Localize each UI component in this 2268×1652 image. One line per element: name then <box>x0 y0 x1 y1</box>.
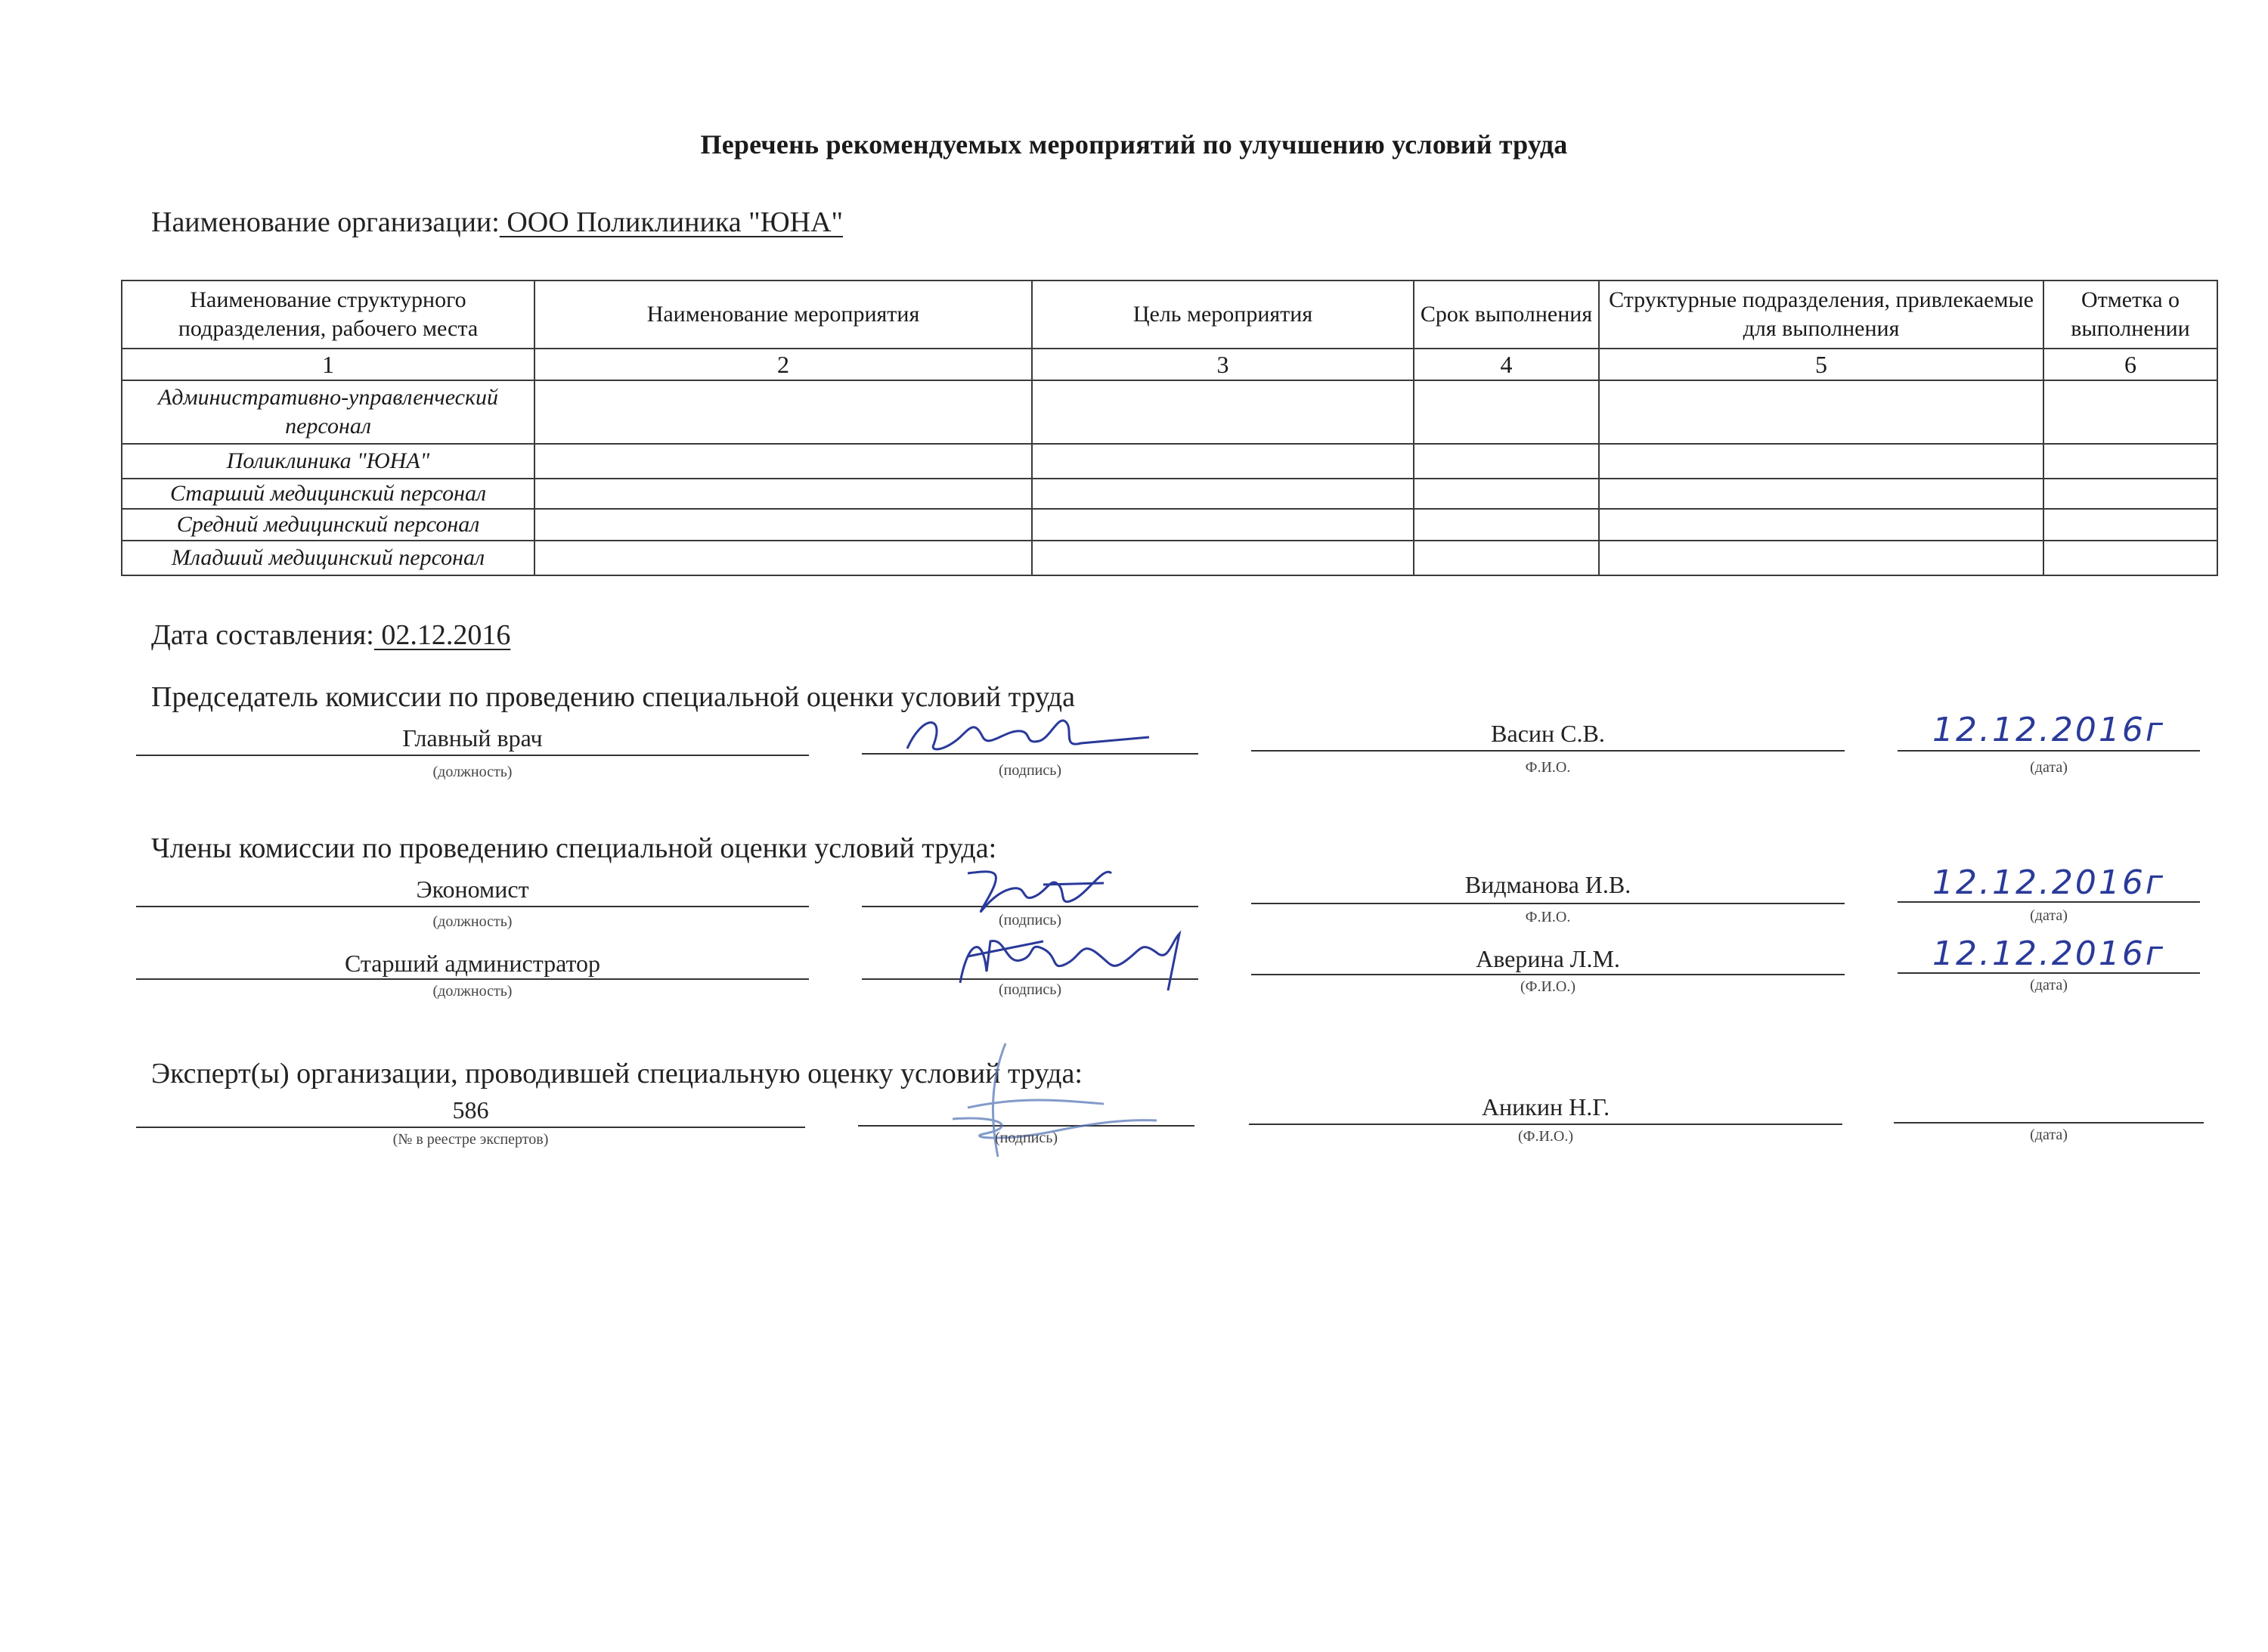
caption-signature: (подпись) <box>998 762 1062 779</box>
table-row <box>122 509 2217 541</box>
header-measure: Наименование мероприятия <box>534 280 1032 349</box>
expert-registry-number: 586 <box>452 1096 489 1124</box>
experts-heading: Эксперт(ы) организации, проводившей специальную оценку условий труда: <box>151 1058 1083 1089</box>
caption-position: (должность) <box>432 983 513 1000</box>
date-compiled-value: 02.12.2016 <box>373 619 511 651</box>
member-position-line <box>136 906 809 907</box>
caption-registry: (№ в реестре экспертов) <box>392 1131 549 1148</box>
member-position-line <box>136 978 809 980</box>
table-number-row <box>122 349 2217 380</box>
organization-value: ООО Поликлиника "ЮНА" <box>499 206 844 238</box>
chairman-name-line <box>1251 750 1845 752</box>
caption-position: (должность) <box>432 764 513 780</box>
table-row <box>122 479 2217 509</box>
table-row <box>122 380 2217 444</box>
header-deadline: Срок выполнения <box>1414 280 1599 349</box>
column-number: 2 <box>534 349 1032 380</box>
row-subdivision: Поликлиника "ЮНА" <box>122 444 534 479</box>
expert-name-line <box>1249 1124 1842 1125</box>
caption-fio: Ф.И.О. <box>1525 909 1571 925</box>
caption-fio: Ф.И.О. <box>1525 759 1571 776</box>
organization-label: Наименование организации: <box>151 206 500 238</box>
date-compiled-label: Дата составления: <box>151 619 374 651</box>
table-row <box>122 444 2217 479</box>
row-subdivision: Административно-управленческий персонал <box>122 380 534 444</box>
expert-date-line <box>1894 1122 2204 1124</box>
member-position: Экономист <box>416 876 529 903</box>
caption-date: (дата) <box>2030 977 2068 993</box>
member-position: Старший администратор <box>344 950 600 977</box>
caption-position: (должность) <box>432 913 513 930</box>
member-date: 12.12.2016г <box>1932 863 2166 902</box>
row-workplace: Младший медицинский персонал <box>122 541 534 575</box>
column-number: 1 <box>122 349 534 380</box>
header-goal: Цель мероприятия <box>1032 280 1414 349</box>
member-name: Видманова И.В. <box>1464 871 1631 898</box>
chairman-signature <box>900 707 1157 760</box>
caption-date: (дата) <box>2030 759 2068 776</box>
caption-fio: (Ф.И.О.) <box>1517 1128 1573 1145</box>
chairman-date: 12.12.2016г <box>1932 711 2166 749</box>
caption-fio: (Ф.И.О.) <box>1520 978 1576 995</box>
organization-row <box>151 206 843 239</box>
chairman-position: Главный врач <box>402 724 543 752</box>
chairman-heading: Председатель комиссии по проведению специальной оценки условий труда <box>151 681 1075 713</box>
member-date-line <box>1898 972 2200 974</box>
row-workplace: Средний медицинский персонал <box>122 509 534 541</box>
chairman-position-line <box>136 755 809 756</box>
table-header-row <box>122 280 2217 349</box>
member-name-line <box>1251 974 1845 975</box>
document-title: Перечень рекомендуемых мероприятий по улучшению условий труда <box>700 129 1568 160</box>
member-name: Аверина Л.М. <box>1476 945 1620 972</box>
column-number: 4 <box>1414 349 1599 380</box>
column-number: 5 <box>1599 349 2043 380</box>
date-compiled-row <box>151 618 510 652</box>
expert-registry-line <box>136 1127 805 1128</box>
table-row <box>122 541 2217 575</box>
chairman-name: Васин С.В. <box>1491 720 1605 747</box>
members-heading: Члены комиссии по проведению специальной оценки условий труда: <box>151 832 997 864</box>
caption-date: (дата) <box>2030 1127 2068 1143</box>
caption-signature: (подпись) <box>998 981 1062 998</box>
row-workplace: Старший медицинский персонал <box>122 479 534 509</box>
member-date: 12.12.2016г <box>1932 934 2166 973</box>
caption-signature: (подпись) <box>998 912 1062 928</box>
expert-name: Аникин Н.Г. <box>1481 1093 1610 1120</box>
member-date-line <box>1898 901 2200 903</box>
member-name-line <box>1251 903 1845 904</box>
column-number: 3 <box>1032 349 1414 380</box>
measures-table <box>121 280 2218 576</box>
caption-date: (дата) <box>2030 907 2068 924</box>
chairman-date-line <box>1898 750 2200 752</box>
column-number: 6 <box>2043 349 2217 380</box>
header-subdivision: Наименование структурного подразделения, рабочего места <box>122 280 534 349</box>
caption-signature: (подпись) <box>994 1130 1058 1146</box>
header-involved-units: Структурные подразделения, привлекаемые для выполнения <box>1599 280 2043 349</box>
header-completion-mark: Отметка о выполнении <box>2043 280 2217 349</box>
